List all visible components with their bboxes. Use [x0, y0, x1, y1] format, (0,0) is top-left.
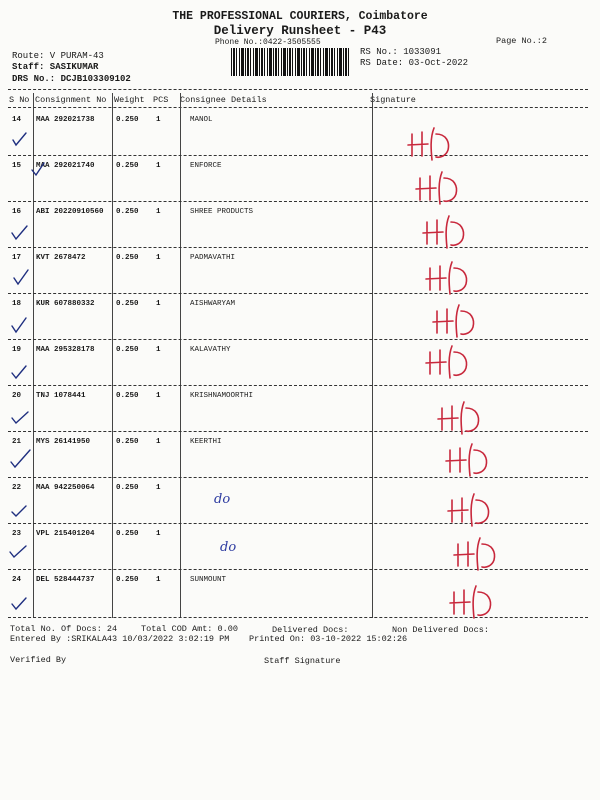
row-sno: 23 [12, 530, 22, 538]
row-weight: 0.250 [116, 576, 139, 584]
row-pcs: 1 [156, 300, 161, 308]
row-consignment: KUR 607880332 [36, 300, 95, 308]
row-sno: 18 [12, 300, 22, 308]
row-pcs: 1 [156, 208, 161, 216]
row-pcs: 1 [156, 116, 161, 124]
row-consignee: AISHWARYAM [190, 300, 236, 308]
signature-icon [426, 262, 467, 294]
col-pcs: PCS [153, 95, 169, 105]
row-weight: 0.250 [116, 530, 139, 538]
row-consignee: KRISHNAMOORTHI [190, 392, 254, 400]
rs-date: RS Date: 03-Oct-2022 [360, 58, 469, 68]
signature-icon [446, 444, 487, 476]
row-sno: 14 [12, 116, 22, 124]
signature-icon [454, 538, 495, 570]
phone-number: Phone No.:0422-3505555 [215, 38, 321, 47]
staff: Staff: SASIKUMAR [12, 62, 99, 72]
signature-icon [423, 216, 464, 248]
page-number: Page No.:2 [496, 36, 548, 46]
total-cod: Total COD Amt: 0.00 [141, 624, 238, 634]
row-consignment: MAA 295328178 [36, 346, 95, 354]
row-consignment: MAA 292021738 [36, 116, 95, 124]
row-sno: 20 [12, 392, 22, 400]
row-weight: 0.250 [116, 392, 139, 400]
row-weight: 0.250 [116, 162, 139, 170]
row-consignment: DEL 528444737 [36, 576, 95, 584]
signature-icon [426, 346, 467, 378]
row-weight: 0.250 [116, 254, 139, 262]
row-consignee: KALAVATHY [190, 346, 231, 354]
col-consignment: Consignment No [35, 95, 107, 105]
row-sno: 15 [12, 162, 22, 170]
signature-icon [450, 586, 491, 618]
row-consignment: MAA 292021740 [36, 162, 95, 170]
row-sno: 21 [12, 438, 22, 446]
row-consignee: SHREE PRODUCTS [190, 208, 254, 216]
verified-by: Verified By [10, 655, 67, 665]
signature-icon [438, 402, 479, 434]
row-consignment: ABI 20220910560 [36, 208, 104, 216]
row-consignee: PADMAVATHI [190, 254, 236, 262]
row-pcs: 1 [156, 484, 161, 492]
row-pcs: 1 [156, 530, 161, 538]
route: Route: V PURAM-43 [12, 51, 104, 61]
row-weight: 0.250 [116, 346, 139, 354]
total-docs: Total No. Of Docs: 24 [10, 624, 118, 634]
col-sno: S No [9, 95, 30, 105]
row-consignment: MAA 942250064 [36, 484, 95, 492]
row-sno: 19 [12, 346, 22, 354]
delivered-docs: Delivered Docs: [272, 625, 349, 635]
row-consignee: ENFORCE [190, 162, 222, 170]
row-pcs: 1 [156, 254, 161, 262]
rs-number: RS No.: 1033091 [360, 47, 442, 57]
row-consignee: MANOL [190, 116, 213, 124]
col-consignee: Consignee Details [180, 95, 267, 105]
row-sno: 17 [12, 254, 22, 262]
row-consignment: VPL 215401204 [36, 530, 95, 538]
col-weight: Weight [114, 95, 145, 105]
signature-icon [408, 128, 449, 160]
row-weight: 0.250 [116, 300, 139, 308]
signature-icon [416, 172, 457, 204]
row-pcs: 1 [156, 162, 161, 170]
company-name: THE PROFESSIONAL COURIERS, Coimbatore [172, 10, 428, 23]
row-weight: 0.250 [116, 116, 139, 124]
row-consignment: TNJ 1078441 [36, 392, 86, 400]
signature-icon [433, 305, 474, 337]
row-sno: 22 [12, 484, 22, 492]
sheet-title: Delivery Runsheet - P43 [213, 24, 387, 38]
signature-icon [448, 494, 489, 526]
staff-signature: Staff Signature [264, 656, 341, 666]
row-sno: 16 [12, 208, 22, 216]
row-consignment: MYS 26141950 [36, 438, 91, 446]
row-consignee: SUNMOUNT [190, 576, 227, 584]
row-note-handwritten: do [220, 540, 237, 555]
row-pcs: 1 [156, 346, 161, 354]
non-delivered-docs: Non Delivered Docs: [392, 625, 489, 635]
row-pcs: 1 [156, 438, 161, 446]
col-signature: Signature [370, 95, 416, 105]
row-consignment: KVT 2678472 [36, 254, 86, 262]
row-pcs: 1 [156, 392, 161, 400]
drs-number: DRS No.: DCJB103309102 [12, 74, 131, 84]
printed-on: Printed On: 03-10-2022 15:02:26 [249, 634, 408, 644]
row-sno: 24 [12, 576, 22, 584]
row-weight: 0.250 [116, 208, 139, 216]
entered-by: Entered By :SRIKALA43 10/03/2022 3:02:19 PM [10, 634, 230, 644]
row-note-handwritten: do [214, 492, 231, 507]
row-pcs: 1 [156, 576, 161, 584]
row-weight: 0.250 [116, 484, 139, 492]
row-consignee: KEERTHI [190, 438, 222, 446]
row-weight: 0.250 [116, 438, 139, 446]
